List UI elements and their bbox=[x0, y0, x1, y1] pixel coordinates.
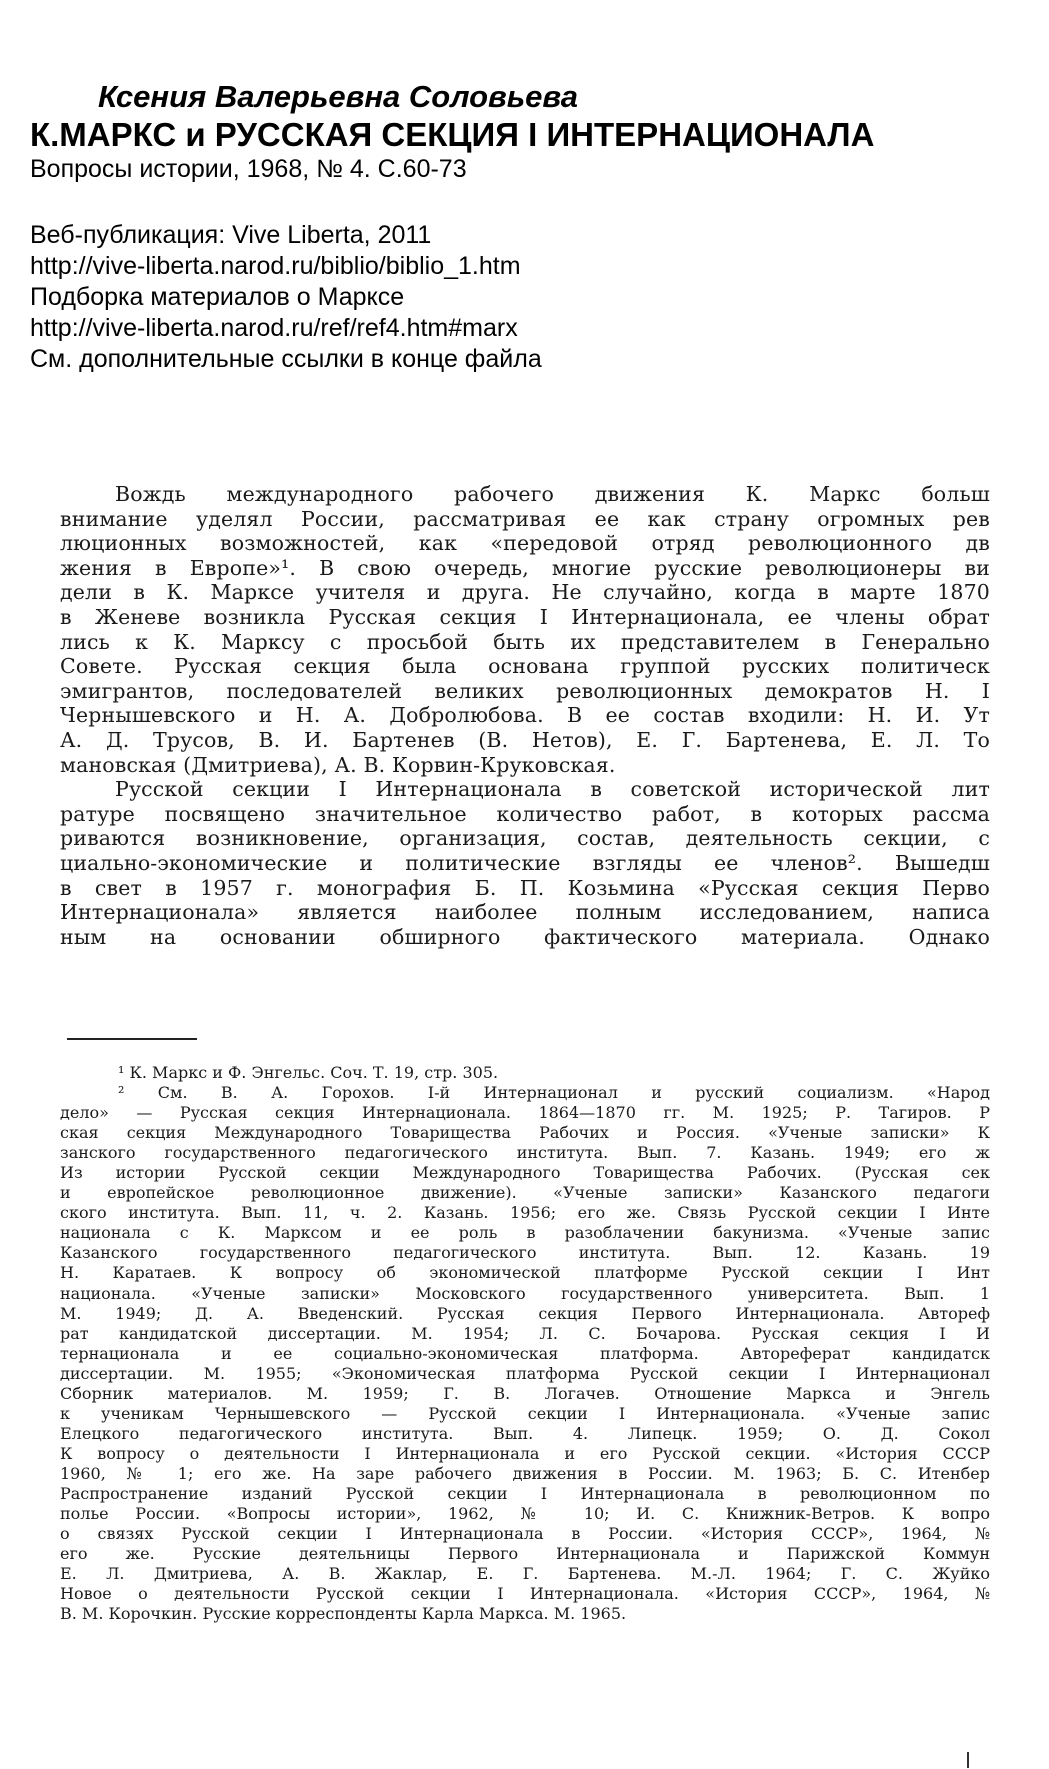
footnote-2-line: тернационала и ее социально-экономическая платформа. Автореферат кандидатск bbox=[60, 1343, 990, 1363]
body-line: в Женеве возникла Русская секция I Интернационала, ее члены обрат bbox=[60, 604, 990, 629]
article-body bbox=[60, 482, 990, 949]
body-line: ным на основании обширного фактического материала. Однако bbox=[60, 924, 990, 949]
web-publication: Веб-публикация: Vive Liberta, 2011 bbox=[30, 221, 432, 249]
body-line: Вождь международного рабочего движения К. Маркс больш bbox=[115, 482, 990, 506]
body-line: эмигрантов, последователей великих революционных демократов Н. I bbox=[60, 678, 990, 703]
footnote-2-line: Из истории Русской секции Международного Товарищества Рабочих. (Русская сек bbox=[60, 1163, 990, 1183]
body-line: Чернышевского и Н. А. Добролюбова. В ее состав входили: Н. И. Ут bbox=[60, 703, 990, 728]
footnote-2-line: Казанского государственного педагогического института. Вып. 12. Казань. 19 bbox=[60, 1243, 990, 1263]
materials-link[interactable]: http://vive-liberta.narod.ru/ref/ref4.htm#marx bbox=[30, 314, 518, 342]
footnote-2-line: к ученикам Чернышевского — Русской секции I Интернационала. «Ученые запис bbox=[60, 1403, 990, 1423]
body-line: дели в К. Марксе учителя и друга. Не случайно, когда в марте 1870 bbox=[60, 580, 990, 605]
footnote-2-line: национала. «Ученые записки» Московского государственного университета. Вып. 1 bbox=[60, 1283, 990, 1303]
footnote-2-line: Новое о деятельности Русской секции I Интернационала. «История СССР», 1964, № bbox=[60, 1584, 990, 1604]
body-line: Интернационала» является наиболее полным исследованием, написа bbox=[60, 900, 990, 925]
body-line: А. Д. Трусов, В. И. Бартенев (В. Нетов), Е. Г. Бартенева, Е. Л. То bbox=[60, 727, 990, 752]
footnote-2-line: Е. Л. Дмитриева, А. В. Жаклар, Е. Г. Бартенева. М.-Л. 1964; Г. С. Жуйко bbox=[60, 1564, 990, 1584]
footnote-2-line: ская секция Международного Товарищества Рабочих и Россия. «Ученые записки» К bbox=[60, 1123, 990, 1143]
footnotes bbox=[60, 1063, 990, 1624]
body-line: ратуре посвящено значительное количество работ, в которых рассма bbox=[60, 801, 990, 826]
body-line: люционных возможностей, как «передовой отряд революционного дв bbox=[60, 531, 990, 556]
body-line: риваются возникновение, организация, состав, деятельность секции, с bbox=[60, 826, 990, 851]
additional-links-note: См. дополнительные ссылки в конце файла bbox=[30, 345, 542, 373]
footnote-2-line: Елецкого педагогического института. Вып. 4. Липецк. 1959; О. Д. Сокол bbox=[60, 1423, 990, 1443]
footnote-2-line: ² См. В. А. Горохов. I-й Интернационал и русский социализм. «Народ bbox=[118, 1083, 990, 1103]
footnote-1: ¹ К. Маркс и Ф. Энгельс. Соч. Т. 19, стр. 305. bbox=[118, 1063, 499, 1082]
footnote-2-line: Сборник материалов. М. 1959; Г. В. Логачев. Отношение Маркса и Энгель bbox=[60, 1383, 990, 1403]
materials-note: Подборка материалов о Марксе bbox=[30, 283, 405, 311]
publication-link[interactable]: http://vive-liberta.narod.ru/biblio/biblio_1.htm bbox=[30, 252, 521, 280]
body-line: мановская (Дмитриева), А. В. Корвин-Круковская. bbox=[60, 752, 616, 777]
footnote-2-line: В. М. Корочкин. Русские корреспонденты Карла Маркса. М. 1965. bbox=[60, 1604, 627, 1624]
footnote-2-line: занского государственного педагогического института. Вып. 7. Казань. 1949; его ж bbox=[60, 1143, 990, 1163]
footnote-2-line: рат кандидатской диссертации. М. 1954; Л. С. Бочарова. Русская секция I И bbox=[60, 1323, 990, 1343]
body-line: в свет в 1957 г. монография Б. П. Козьмина «Русская секция Перво bbox=[60, 875, 990, 900]
footnote-2-line: 1960, № 1; его же. На заре рабочего движения в России. М. 1963; Б. С. Итенбер bbox=[60, 1463, 990, 1483]
footnote-2-line: ского института. Вып. 11, ч. 2. Казань. 1956; его же. Связь Русской секции I Инте bbox=[60, 1203, 990, 1223]
footnote-2-line: о связях Русской секции I Интернационала в России. «История СССР», 1964, № bbox=[60, 1524, 990, 1544]
author-name: Ксения Валерьевна Соловьева bbox=[98, 79, 578, 114]
body-line: жения в Европе»¹. В свою очередь, многие русские революционеры ви bbox=[60, 555, 990, 580]
article-title: К.МАРКС и РУССКАЯ СЕКЦИЯ I ИНТЕРНАЦИОНАЛА bbox=[30, 116, 875, 153]
body-line: лись к К. Марксу с просьбой быть их представителем в Генерально bbox=[60, 629, 990, 654]
header bbox=[30, 78, 1030, 375]
body-line: Совете. Русская секция была основана группой русских политическ bbox=[60, 654, 990, 679]
scan-mark bbox=[967, 1752, 969, 1768]
footnote-2-line: и европейское революционное движение). «Ученые записки» Казанского педагоги bbox=[60, 1183, 990, 1203]
footnote-2-line: Распространение изданий Русской секции I Интернационала в революционном по bbox=[60, 1483, 990, 1503]
footnote-2-line: его же. Русские деятельницы Первого Интернационала и Парижской Коммун bbox=[60, 1544, 990, 1564]
footnote-2-line: М. 1949; Д. А. Введенский. Русская секция Первого Интернационала. Автореф bbox=[60, 1303, 990, 1323]
body-line: циально-экономические и политические взгляды ее членов². Вышедш bbox=[60, 850, 990, 875]
body-line: Русской секции I Интернационала в советской исторической лит bbox=[115, 777, 990, 802]
footnote-2-line: полье России. «Вопросы истории», 1962, № 10; И. С. Книжник-Ветров. К вопро bbox=[60, 1504, 990, 1524]
body-line: внимание уделял России, рассматривая ее как страну огромных рев bbox=[60, 506, 990, 531]
footnote-2-line: национала с К. Марксом и ее роль в разоблачении бакунизма. «Ученые запис bbox=[60, 1223, 990, 1243]
footnote-2-line: дело» — Русская секция Интернационала. 1864—1870 гг. М. 1925; Р. Тагиров. Р bbox=[60, 1103, 990, 1123]
footnote-2-line: диссертации. М. 1955; «Экономическая платформа Русской секции I Интернационал bbox=[60, 1363, 990, 1383]
footnote-2-line: Н. Каратаев. К вопросу об экономической платформе Русской секции I Инт bbox=[60, 1263, 990, 1283]
footnote-2-line: К вопросу о деятельности I Интернационала и его Русской секции. «История СССР bbox=[60, 1443, 990, 1463]
source-citation: Вопросы истории, 1968, № 4. С.60-73 bbox=[30, 155, 467, 183]
footnote-divider bbox=[67, 1038, 197, 1040]
